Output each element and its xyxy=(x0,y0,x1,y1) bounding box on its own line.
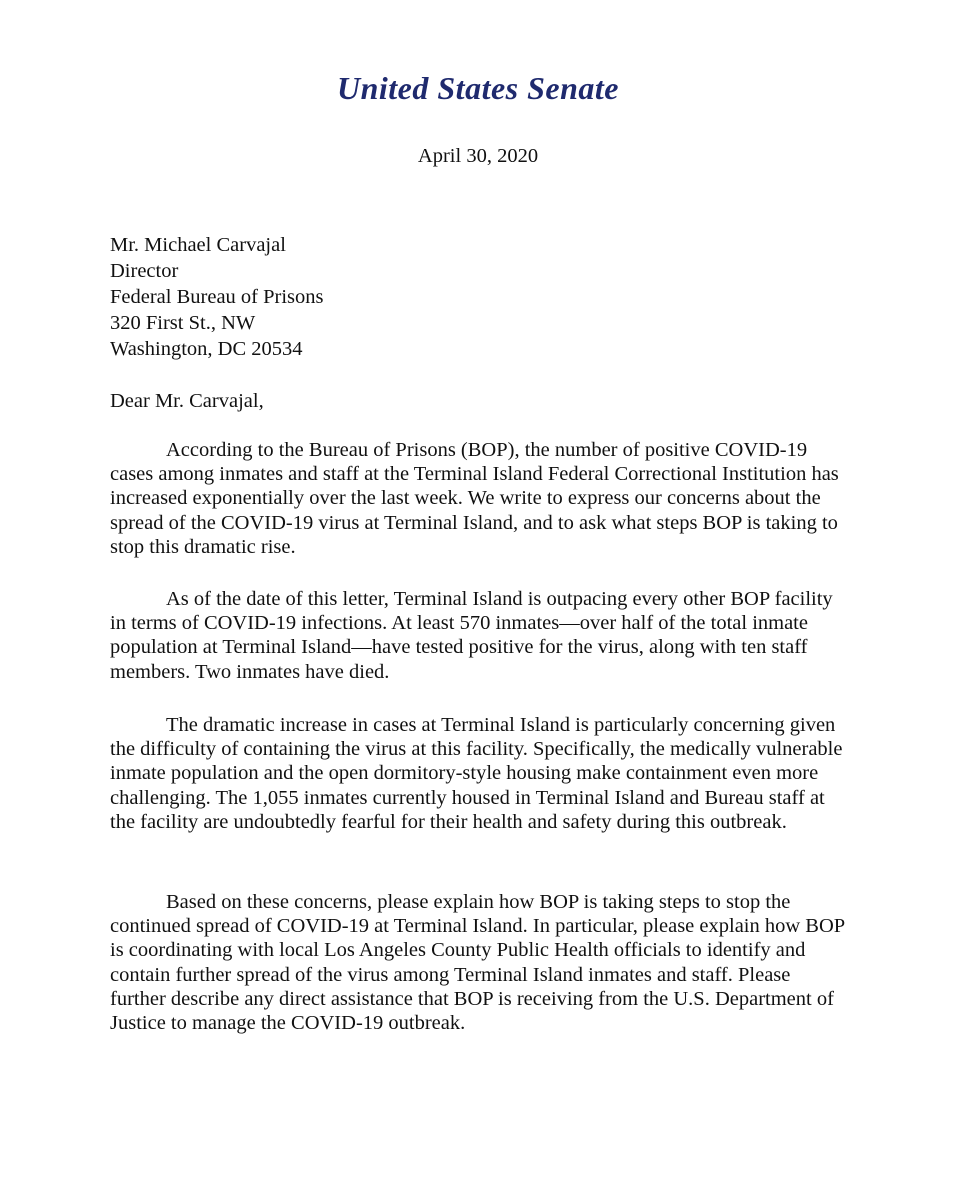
recipient-organization: Federal Bureau of Prisons xyxy=(110,286,324,308)
recipient-name: Mr. Michael Carvajal xyxy=(110,234,286,256)
recipient-title: Director xyxy=(110,260,179,282)
paragraph-text: Based on these concerns, please explain how BOP is taking steps to stop the continued spread of COVID-19 at Terminal Island. In particular, please explain how BOP is coordinating with local Los Angeles County Public Health officials to identify and contain further spread of the virus among Terminal Island inmates and staff. Please further describe any direct assistance that BOP is receiving from the U.S. Department of Justice to manage the COVID-19 outbreak. xyxy=(110,891,845,1035)
body-paragraph-3 xyxy=(110,713,845,834)
body-paragraph-4 xyxy=(110,890,845,1035)
salutation: Dear Mr. Carvajal, xyxy=(110,390,264,412)
letterhead-title: United States Senate xyxy=(336,70,619,106)
body-paragraph-1 xyxy=(110,438,845,559)
recipient-address-block xyxy=(110,232,324,362)
letter-date: April 30, 2020 xyxy=(417,145,539,167)
paragraph-text: The dramatic increase in cases at Terminal Island is particularly concerning given the difficulty of containing the virus at this facility. Specifically, the medically vulnerable inmate population and the open dormitory-style housing make containment even more challenging. The 1,055 inmates currently housed in Terminal Island and Bureau staff at the facility are undoubtedly fearful for their health and safety during this outbreak. xyxy=(110,714,843,833)
recipient-city: Washington, DC 20534 xyxy=(110,338,303,360)
recipient-street: 320 First St., NW xyxy=(110,312,256,334)
body-paragraph-2 xyxy=(110,587,845,684)
paragraph-text: According to the Bureau of Prisons (BOP), the number of positive COVID-19 cases among inmates and staff at the Terminal Island Federal Correctional Institution has increased exponentially over the last week. We write to express our concerns about the spread of the COVID-19 virus at Terminal Island, and to ask what steps BOP is taking to stop this dramatic rise. xyxy=(110,439,839,558)
paragraph-text: As of the date of this letter, Terminal Island is outpacing every other BOP facility in terms of COVID-19 infections. At least 570 inmates—over half of the total inmate population at Terminal Island—have tested positive for the virus, along with ten staff members. Two inmates have died. xyxy=(110,588,833,683)
